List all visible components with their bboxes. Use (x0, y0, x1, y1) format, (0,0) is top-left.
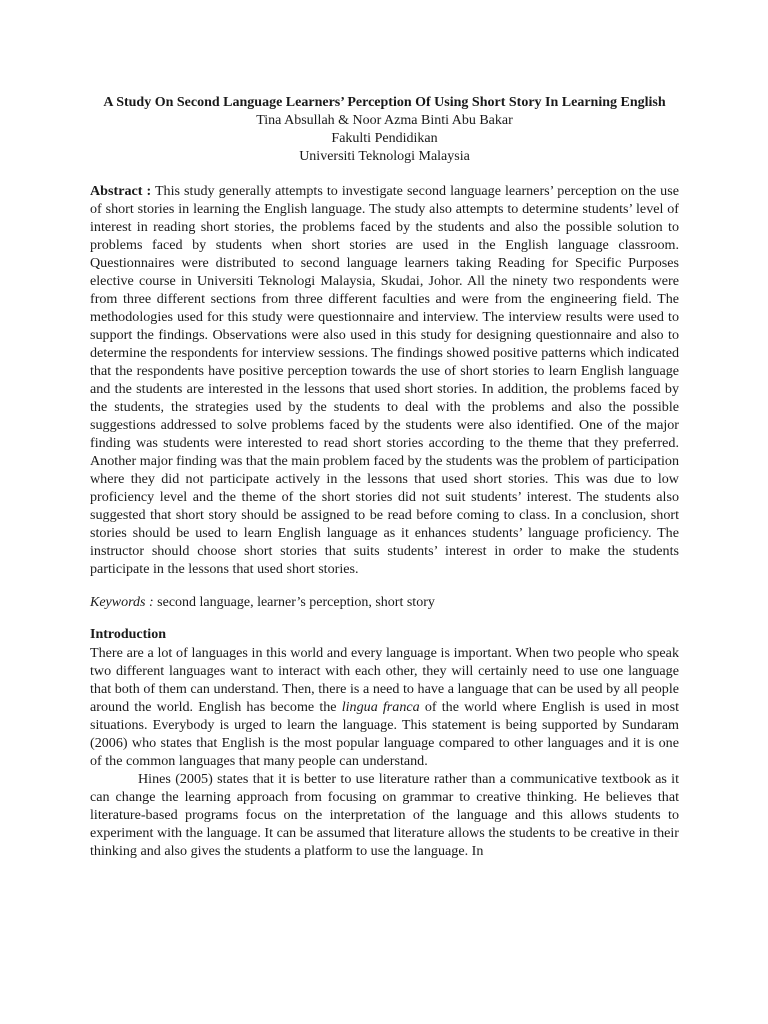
keywords-label: Keywords : (90, 595, 154, 610)
intro-p1-text-b: of the world where English is used in most situations. Everybody is urged to learn the language. This statement is being supported by Sundaram (2006) who states that English is the most popular language compared to other languages and it is one of the common languages that many people can understand. (90, 699, 679, 769)
abstract-paragraph (90, 182, 679, 578)
abstract-label: Abstract : (90, 183, 152, 199)
abstract-text: This study generally attempts to investigate second language learners’ perception on the use of short stories in learning the English language. The study also attempts to determine students’ level of interest in reading short stories, the problems faced by the students and also the possible solution to problems faced by students when short stories are used in the English language classroom. Questionnaires were distributed to second language learners taking Reading for Specific Purposes elective course in Universiti Teknologi Malaysia, Skudai, Johor. All the ninety two respondents were from three different sections from three different faculties and were from the engineering field. The methodologies used for this study were questionnaire and interview. The interview results were used to support the findings. Observations were also used in this study for designing questionnaire and also to determine the respondents for interview sessions. The findings showed positive patterns which indicated that the respondents have positive perception towards the use of short stories to learn English language and the students are interested in the lessons that used short stories. In addition, the problems faced by the students, the strategies used by the students to deal with the problems and also the possible suggestions addressed to solve problems faced by the students were also identified. One of the major finding was students were interested to read short stories according to the theme that they preferred. Another major finding was that the main problem faced by the students was the problem of participation where they did not participate actively in the lessons that used short stories. This was due to low proficiency level and the theme of the short stories did not suit students’ interest. The students also suggested that short story should be assigned to be read before coming to class. In a conclusion, short stories should be used to learn English language as it enhances students’ language proficiency. The instructor should choose short stories that suits students’ interest in order to make the students participate in the lessons that used short stories. (90, 183, 679, 577)
keywords-line (90, 594, 679, 612)
paper-university: Universiti Teknologi Malaysia (299, 149, 470, 164)
keywords-text: second language, learner’s perception, short story (157, 595, 435, 610)
introduction-heading: Introduction (90, 627, 166, 642)
paper-authors: Tina Absullah & Noor Azma Binti Abu Bakar (256, 113, 513, 128)
paper-title: A Study On Second Language Learners’ Perception Of Using Short Story In Learning English (103, 95, 666, 110)
introduction-paragraph-2: Hines (2005) states that it is better to use literature rather than a communicative textbook as it can change the learning approach from focusing on grammar to creative thinking. He believes that literature-based programs focus on the interpretation of the language and this allows students to experiment with the language. It can be assumed that literature allows the students to be creative in their thinking and also gives the students a platform to use the language. In (90, 771, 679, 859)
paper-faculty: Fakulti Pendidikan (331, 131, 438, 146)
introduction-paragraph-1 (90, 644, 679, 770)
intro-p1-italic-term: lingua franca (341, 699, 420, 715)
intro-p1-text-a: There are a lot of languages in this world and every language is important. When two people who speak two different languages want to interact with each other, they will certainly need to use one language that both of them can understand. Then, there is a need to have a language that can be used by all people around the world. English has become the (90, 645, 679, 715)
